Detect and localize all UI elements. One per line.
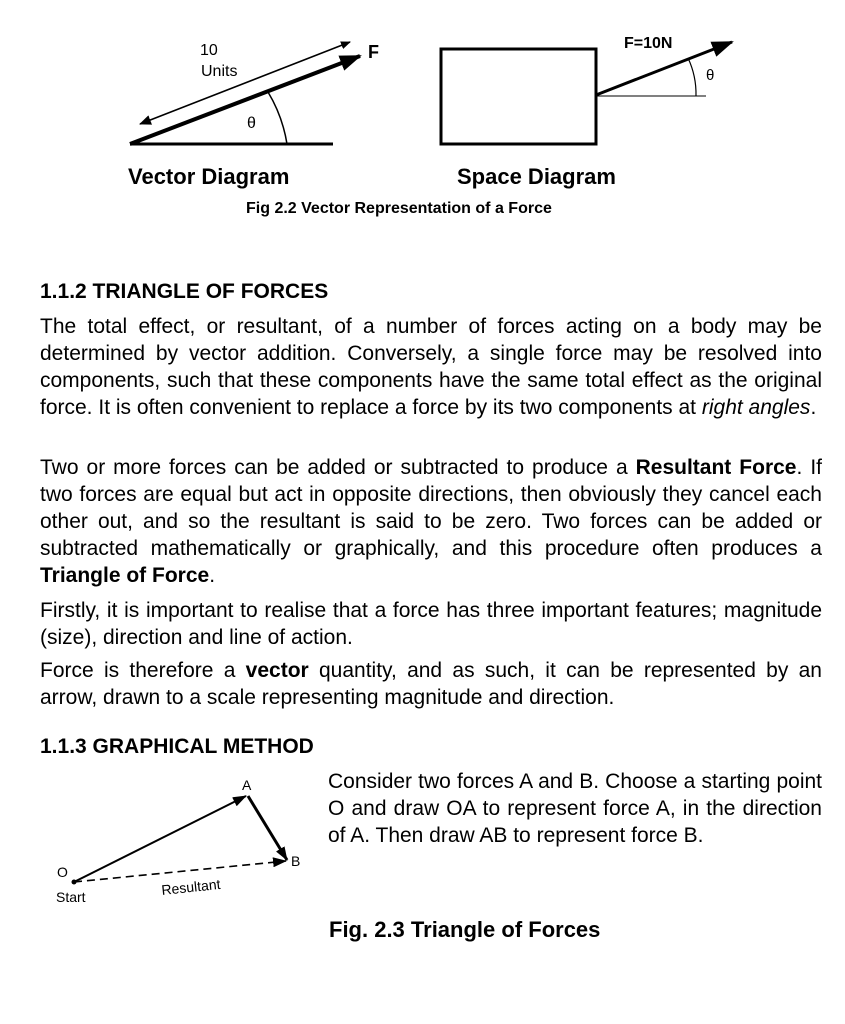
start-point bbox=[72, 880, 77, 885]
point-a-label: A bbox=[242, 777, 252, 793]
force-vector-arrow bbox=[130, 56, 360, 144]
length-label-unit: Units bbox=[201, 63, 238, 80]
figure-2-2-caption: Fig 2.2 Vector Representation of a Force bbox=[246, 200, 552, 217]
start-label: Start bbox=[56, 889, 86, 905]
paragraph-graphical-method: Consider two forces A and B. Choose a starting point O and draw OA to represent force A, in the direction of A. Then draw AB to represent force B. bbox=[328, 770, 822, 847]
angle-arc bbox=[268, 92, 287, 144]
length-label-number: 10 bbox=[200, 42, 218, 59]
angle-label: θ bbox=[247, 115, 256, 132]
paragraph-adding-forces: Two or more forces can be added or subtracted to produce a Resultant Force. If two forces are equal but act in opposite directions, then obviously they cancel each other out, and so the resultant is said to be zero. Two forces can be added or subtracted mathematically or graphically, and this procedure often produces a Triangle of Force. bbox=[40, 456, 823, 587]
vector-diagram bbox=[130, 42, 379, 144]
space-diagram bbox=[441, 35, 732, 144]
space-diagram-caption: Space Diagram bbox=[457, 164, 616, 189]
triangle-of-forces-diagram bbox=[0, 760, 320, 910]
section-heading-triangle-of-forces: 1.1.2 TRIANGLE OF FORCES bbox=[40, 280, 329, 303]
force-a-arrow bbox=[74, 796, 246, 882]
point-o-label: O bbox=[57, 864, 68, 880]
paragraph-force-features: Firstly, it is important to realise that a force has three important features; magnitude (size), direction and line of action. bbox=[40, 599, 822, 649]
paragraph-resultant: The total effect, or resultant, of a number of forces acting on a body may be determined by vector addition. Conversely, a single force may be resolved into components, such that these components have the same total effect as the original force. It is often convenient to replace a force by its two components at right angles. bbox=[40, 315, 822, 419]
force-label: F=10N bbox=[624, 35, 673, 52]
point-b-label: B bbox=[291, 853, 301, 869]
force-b-arrow bbox=[248, 796, 287, 860]
length-dimension-arrow bbox=[140, 42, 350, 124]
force-label: F bbox=[368, 42, 379, 62]
vector-diagram-caption: Vector Diagram bbox=[128, 164, 290, 189]
angle-label: θ bbox=[706, 67, 715, 84]
paragraph-vector-quantity: Force is therefore a vector quantity, and as such, it can be represented by an arrow, drawn to a scale representing magnitude and direction. bbox=[40, 659, 822, 709]
angle-arc bbox=[688, 58, 696, 96]
section-heading-graphical-method: 1.1.3 GRAPHICAL METHOD bbox=[40, 735, 314, 758]
resultant-arrow bbox=[74, 861, 286, 882]
figure-2-2 bbox=[0, 0, 845, 230]
figure-2-3-caption: Fig. 2.3 Triangle of Forces bbox=[329, 917, 601, 942]
body-rectangle bbox=[441, 49, 596, 144]
resultant-label: Resultant bbox=[160, 875, 222, 898]
